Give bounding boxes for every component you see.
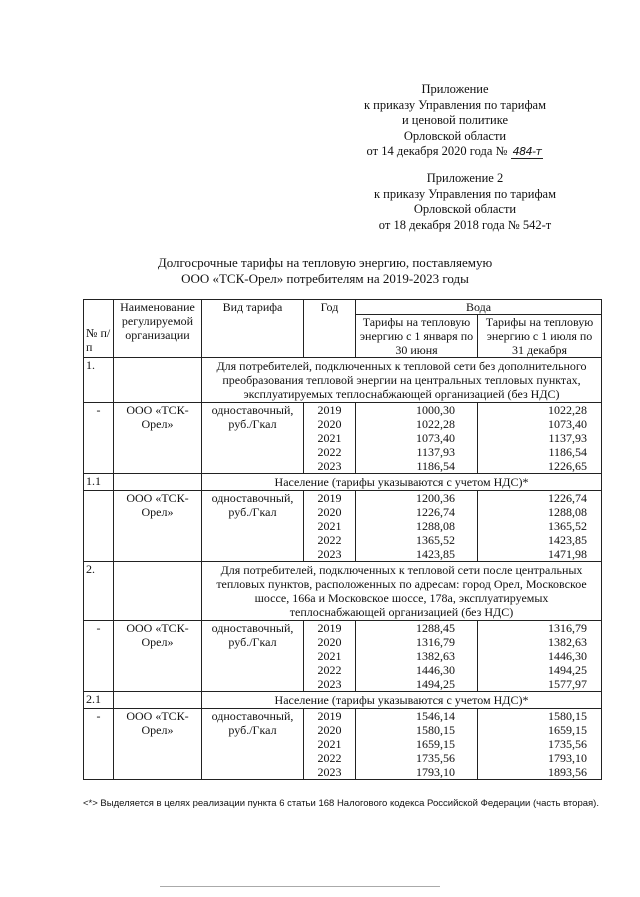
v1-value: 1022,28 (416, 417, 455, 431)
row-period1-values (356, 403, 478, 474)
row-org: ООО «ТСК-Орел» (114, 621, 202, 692)
years-value: 2020 (317, 635, 342, 649)
row-tariff-type: одноставочный, руб./Гкал (202, 621, 304, 692)
years-value: 2020 (317, 417, 342, 431)
v2-value: 1137,93 (548, 431, 587, 445)
section-row (84, 692, 602, 709)
header-tariff-type: Вид тарифа (202, 300, 304, 358)
v1-value: 1659,15 (416, 737, 455, 751)
v2-value: 1659,15 (548, 723, 587, 737)
v2-value: 1580,15 (548, 709, 587, 723)
v1-value: 1000,30 (416, 403, 455, 417)
v1-value: 1186,54 (416, 459, 455, 473)
v2-value: 1073,40 (548, 417, 587, 431)
years-value: 2021 (317, 431, 342, 445)
section-description: Для потребителей, подключенных к тепловой сети после центральных тепловых пунктов, расположенных по адресам: город Орел, Московское шоссе, 166а и Московское шоссе, 178а, эксплуатируемых теплоснабжающей организацией (без НДС) (202, 562, 602, 621)
years-value: 2021 (317, 649, 342, 663)
section-row (84, 358, 602, 403)
v1-value: 1735,56 (416, 751, 455, 765)
section-description: Население (тарифы указываются с учетом НДС)* (202, 474, 602, 491)
footnote: <*> Выделяется в целях реализации пункта 6 статьи 168 Налогового кодекса Российской Федерации (часть вторая). (83, 798, 599, 809)
v2-value: 1494,25 (548, 663, 587, 677)
v2-value: 1471,98 (548, 547, 587, 561)
v1-value: 1446,30 (416, 663, 455, 677)
row-period2-values (478, 491, 602, 562)
annex-line: и ценовой политике (401, 113, 509, 127)
v2-value: 1382,63 (548, 635, 587, 649)
row-num: - (84, 709, 114, 780)
section-empty-cell (114, 358, 202, 403)
annex2-header (350, 171, 580, 233)
row-org: ООО «ТСК-Орел» (114, 709, 202, 780)
v1-value: 1423,85 (416, 547, 455, 561)
v1-value: 1288,08 (416, 519, 455, 533)
v1-value: 1494,25 (416, 677, 455, 691)
tariff-row (84, 403, 602, 474)
v2-value: 1365,52 (548, 519, 587, 533)
row-period2-values (478, 403, 602, 474)
years-value: 2022 (317, 751, 342, 765)
years-value: 2019 (317, 403, 342, 417)
row-num: - (84, 403, 114, 474)
annex2-line: Орловской области (413, 202, 517, 216)
v1-value: 1288,45 (416, 621, 455, 635)
annex-header (330, 82, 580, 160)
section-num: 1.1 (84, 474, 114, 491)
header-period1: Тарифы на тепловую энергию с 1 января по 30 июня (356, 315, 478, 358)
section-empty-cell (114, 562, 202, 621)
years-value: 2020 (317, 723, 342, 737)
section-empty-cell (114, 474, 202, 491)
tariff-row (84, 491, 602, 562)
v2-value: 1226,74 (548, 491, 587, 505)
years-value: 2022 (317, 663, 342, 677)
section-description: Для потребителей, подключенных к тепловой сети без дополнительного преобразования тепловой энергии на центральных тепловых пунктах, эксплуатируемых теплоснабжающей организацией (без НДС) (202, 358, 602, 403)
row-tariff-type: одноставочный, руб./Гкал (202, 491, 304, 562)
years-value: 2019 (317, 621, 342, 635)
tariff-row (84, 621, 602, 692)
annex-line: Приложение (421, 82, 489, 96)
annex-line: Орловской области (403, 128, 507, 143)
row-years (304, 491, 356, 562)
v1-value: 1580,15 (416, 723, 455, 737)
v1-value: 1546,14 (416, 709, 455, 723)
row-period2-values (478, 621, 602, 692)
v1-value: 1226,74 (416, 505, 455, 519)
years-value: 2023 (317, 459, 342, 473)
v1-value: 1073,40 (416, 431, 455, 445)
row-period2-values (478, 709, 602, 780)
annex2-line: к приказу Управления по тарифам (373, 186, 557, 201)
v1-value: 1137,93 (416, 445, 455, 459)
header-period2: Тарифы на тепловую энергию с 1 июля по 31 декабря (478, 315, 602, 358)
section-row (84, 562, 602, 621)
handwritten-order-number: 484-т (512, 145, 542, 158)
v1-value: 1316,79 (416, 635, 455, 649)
years-value: 2019 (317, 709, 342, 723)
v2-value: 1893,56 (548, 765, 587, 779)
header-num: № п/п (84, 300, 114, 358)
annex-line: к приказу Управления по тарифам (363, 97, 547, 112)
years-value: 2023 (317, 547, 342, 561)
v2-value: 1316,79 (548, 621, 587, 635)
v1-value: 1200,36 (416, 491, 455, 505)
tariff-table-body (84, 300, 602, 780)
v1-value: 1365,52 (416, 533, 455, 547)
row-num (84, 491, 114, 562)
section-description: Население (тарифы указываются с учетом НДС)* (202, 692, 602, 709)
row-period1-values (356, 491, 478, 562)
v2-value: 1735,56 (548, 737, 587, 751)
document-title (110, 255, 540, 287)
row-tariff-type: одноставочный, руб./Гкал (202, 709, 304, 780)
table-header-row (84, 300, 602, 315)
row-org: ООО «ТСК-Орел» (114, 403, 202, 474)
row-years (304, 403, 356, 474)
v1-value: 1793,10 (416, 765, 455, 779)
years-value: 2022 (317, 445, 342, 459)
title-line: Долгосрочные тарифы на тепловую энергию, поставляемую (157, 255, 493, 270)
annex-order-line (330, 144, 580, 160)
title-line: ООО «ТСК-Орел» потребителям на 2019-2023 годы (181, 271, 469, 286)
v2-value: 1577,97 (548, 677, 587, 691)
years-value: 2023 (317, 765, 342, 779)
row-years (304, 621, 356, 692)
years-value: 2021 (317, 737, 342, 751)
years-value: 2019 (317, 491, 342, 505)
row-years (304, 709, 356, 780)
v2-value: 1288,08 (548, 505, 587, 519)
years-value: 2023 (317, 677, 342, 691)
row-tariff-type: одноставочный, руб./Гкал (202, 403, 304, 474)
annex-order-date: от 14 декабря 2020 года № (366, 144, 508, 158)
v2-value: 1423,85 (548, 533, 587, 547)
v2-value: 1793,10 (548, 751, 587, 765)
v2-value: 1446,30 (548, 649, 587, 663)
annex2-line: Приложение 2 (426, 171, 504, 185)
header-year: Год (304, 300, 356, 358)
header-water: Вода (356, 300, 602, 315)
years-value: 2020 (317, 505, 342, 519)
annex2-line: от 18 декабря 2018 года № 542-т (378, 217, 552, 232)
page-bottom-line (160, 886, 440, 887)
v2-value: 1226,65 (548, 459, 587, 473)
section-num: 2.1 (84, 692, 114, 709)
tariff-table (83, 299, 602, 780)
section-row (84, 474, 602, 491)
section-num: 1. (84, 358, 114, 403)
section-empty-cell (114, 692, 202, 709)
years-value: 2022 (317, 533, 342, 547)
row-period1-values (356, 709, 478, 780)
row-org: ООО «ТСК-Орел» (114, 491, 202, 562)
row-period1-values (356, 621, 478, 692)
v1-value: 1382,63 (416, 649, 455, 663)
header-org: Наименование регулируемой организации (114, 300, 202, 358)
section-num: 2. (84, 562, 114, 621)
v2-value: 1186,54 (548, 445, 587, 459)
years-value: 2021 (317, 519, 342, 533)
row-num: - (84, 621, 114, 692)
tariff-row (84, 709, 602, 780)
v2-value: 1022,28 (548, 403, 587, 417)
